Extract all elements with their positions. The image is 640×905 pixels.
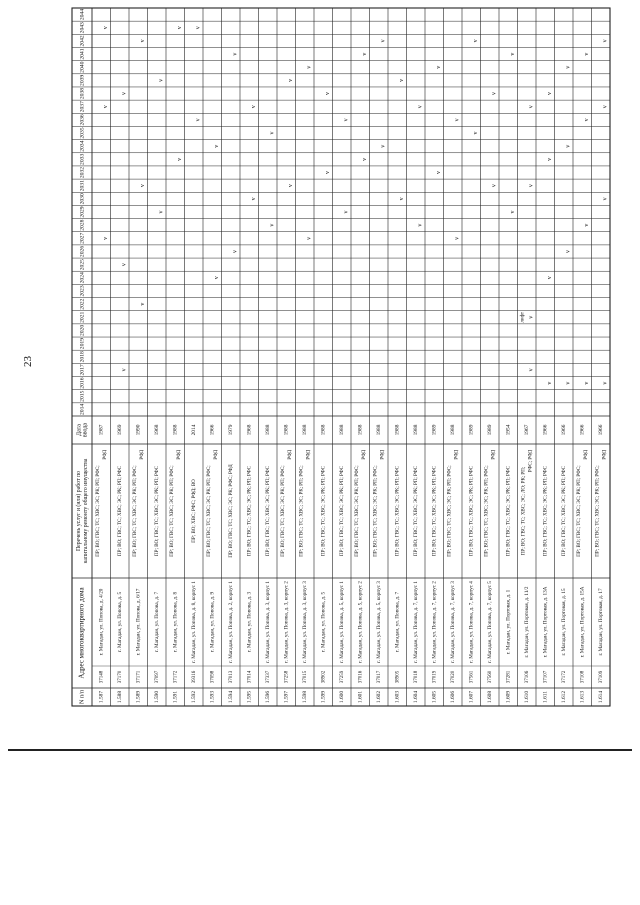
schedule-mark: v (546, 92, 553, 96)
year-label-2043: 2043 (79, 22, 86, 34)
row-services-line1: ПР; ВО; ГВС; ТС; ХВС; ЭС; РК; РП; РФС; (373, 465, 379, 557)
year-label-2030: 2030 (79, 193, 86, 205)
row-address: г. Магадан, ул. Попова, д. 7, корпус 3 (449, 581, 456, 663)
schedule-mark: v (583, 52, 590, 56)
row-num: 1.613 (579, 690, 586, 704)
row-year: 1966 (209, 424, 216, 436)
row-code: 37018 (413, 670, 419, 684)
row-services: ПР; ВО; ГВС; ТС; ХВС; ЭС; РК; РП; РФС (561, 466, 567, 556)
row-num: 1.611 (542, 691, 549, 703)
row-code: 37171 (136, 670, 142, 684)
year-label-2020: 2020 (79, 324, 86, 337)
row-code: 37108 (580, 670, 586, 684)
row-address: г. Магадан, ул. Портовая, д. 15 (560, 588, 567, 656)
row-num: 1.598 (301, 690, 308, 704)
row-services-line2: РФД (306, 450, 312, 460)
year-label-2034: 2034 (79, 140, 86, 152)
row-services: ПР; ВО; ГВС; ТС; ХВС; ЭС; РК; РП; РФС (506, 466, 512, 556)
row-code: 37106 (524, 670, 530, 684)
schedule-mark: v (306, 236, 313, 240)
schedule-mark: v (102, 26, 109, 30)
schedule-mark: v (158, 78, 165, 82)
row-services-line1: ПР; ВО; ГВС; ТС; ХВС; ЭС; РК; РП; РФС; (206, 465, 212, 557)
schedule-mark: v (176, 26, 183, 30)
row-services-line1: ПР; ВО; ГВС; ТС; ХВС; ЭС; РК; РП; РФС; (595, 465, 601, 557)
schedule-mark: v (102, 236, 109, 240)
row-services: ПР; ВО; ГВС; ТС; ХВС; ЭС; РК; РП; РФС (321, 466, 327, 556)
schedule-mark: v (546, 157, 553, 161)
row-year: 1988 (412, 424, 419, 436)
row-services-line1: ПР; ВО; ГВС; ТС; ХВС; ЭС; РК; РП; РФС; (95, 465, 101, 557)
row-code: 37170 (117, 670, 123, 684)
row-services-line2: РФД (454, 450, 460, 460)
schedule-mark: v (509, 210, 516, 214)
row-num: 1.605 (431, 690, 438, 704)
year-label-2033: 2033 (79, 153, 86, 165)
row-num: 1.590 (153, 690, 160, 704)
row-year: 1968 (153, 424, 160, 436)
row-year: 1987 (98, 424, 105, 436)
schedule-mark: v (602, 381, 609, 385)
row-address: г. Магадан, ул. Попова, д. 3, корпус 2 (283, 581, 290, 663)
row-code: 37107 (543, 670, 549, 684)
schedule-mark: v (213, 144, 220, 148)
row-services: ПР; ВО; ГВС; ТС; ХВС; ЭС; РК; РФС; РФД (228, 464, 234, 558)
schedule-mark: v (491, 92, 498, 96)
schedule-mark: v (324, 171, 331, 175)
row-year: 1966 (560, 424, 567, 436)
row-year: 1989 (431, 424, 438, 436)
row-services-line2: РФД (361, 450, 367, 460)
row-services: ПР; ВО; ГВС; ТС; ХВС; ЭС; РК; РП; РФС (117, 466, 123, 556)
schedule-mark: v (528, 184, 535, 188)
row-address: г. Магадан, ул. Попова, д. 7, корпус 4 (468, 581, 475, 663)
row-services-line1: ПР; ВО; ГВС; ТС; ХВС; ЭС; ЛО; РК; РП; (521, 466, 527, 556)
row-code: 37109 (598, 670, 604, 684)
row-code: 37561 (469, 670, 475, 684)
row-num: 1.589 (135, 690, 142, 704)
row-code: 37560 (487, 670, 493, 684)
year-label-2032: 2032 (79, 166, 86, 179)
row-services: ПР; ВО; ГВС; ТС; ХВС; ЭС; РК; РП; РФС (395, 466, 401, 556)
row-num: 1.588 (116, 690, 123, 704)
row-year: 1979 (227, 424, 234, 436)
row-num: 1.607 (468, 690, 475, 704)
schedule-mark: v (343, 118, 350, 122)
row-services: ПР; ВО; ХВС; РФС; РФД; ВО (191, 479, 197, 543)
row-year: 1988 (394, 424, 401, 436)
schedule-mark: v (380, 39, 387, 43)
row-code: 37172 (173, 670, 179, 684)
row-services-line2: РФС; РФД (528, 450, 534, 473)
year-label-2027: 2027 (79, 232, 86, 244)
year-label-2022: 2022 (79, 298, 86, 310)
row-services-line2: РФД (380, 450, 386, 460)
row-address: г. Магадан, ул. Портовая, д. 1 (505, 589, 512, 655)
row-services-line1: ПР; ВО; ГВС; ТС; ХВС; ЭС; РК; РП; РФС; (576, 465, 582, 557)
row-num: 1.600 (338, 690, 345, 704)
year-label-2044: 2044 (79, 8, 86, 21)
row-year: 1966 (579, 424, 586, 436)
schedule-mark: v (417, 105, 424, 109)
row-services-line2: РФД (287, 450, 293, 460)
row-services-line2: РФД (213, 450, 219, 460)
year-label-2016: 2016 (79, 377, 86, 389)
schedule-mark: v (121, 92, 128, 96)
row-services-line1: ПР; ВО; ГВС; ТС; ХВС; ЭС; РК; РП; РФС; (299, 465, 305, 557)
schedule-mark: v (324, 92, 331, 96)
row-code: 39316 (191, 670, 197, 684)
row-year: 1988 (301, 424, 308, 436)
row-services: ПР; ВО; ГВС; ТС; ХВС; ЭС; РК; РП; РФС (543, 466, 549, 556)
year-label-2014: 2014 (79, 403, 86, 416)
year-label-2038: 2038 (79, 87, 86, 100)
row-address: г. Магадан, ул. Попова, д. 9 (209, 591, 216, 653)
row-year: 1990 (135, 424, 142, 436)
row-address: г. Магадан, ул. Попова, д. 2, корпус 1 (227, 581, 234, 663)
row-code: 37014 (247, 670, 253, 684)
row-address: г. Магадан, ул. Попова, д. 7 (394, 591, 401, 653)
year-label-2040: 2040 (79, 61, 86, 73)
row-services-line1: ПР; ВО; ГВС; ТС; ХВС; ЭС; РК; РП; РФС; (354, 465, 360, 557)
row-num: 1.591 (172, 690, 179, 704)
row-num: 1.597 (283, 690, 290, 704)
schedule-mark: v (139, 39, 146, 43)
schedule-mark: v (287, 78, 294, 82)
row-address: г. Магадан, ул. Портовая, д. 13А (542, 586, 549, 658)
year-label-2018: 2018 (79, 351, 86, 363)
row-num: 1.610 (523, 690, 530, 704)
schedule-mark: v (121, 263, 128, 267)
row-services-line2: РФД (139, 450, 145, 460)
schedule-mark: v (602, 197, 609, 201)
schedule-mark: v (213, 276, 220, 280)
schedule-mark: v (102, 105, 109, 109)
row-year: 1967 (523, 424, 530, 436)
row-address: г. Магадан, ул. Попова, д. 5, корпус 1 (338, 581, 345, 663)
row-services: ПР; ВО; ГВС; ТС; ХВС; ЭС; РК; РП; РФС (154, 466, 160, 556)
row-year: 1988 (449, 424, 456, 436)
row-services-line1: ПР; ВО; ГВС; ТС; ХВС; ЭС; РК; РП; РФС; (280, 465, 286, 557)
schedule-mark: v (417, 223, 424, 227)
schedule-mark: v (361, 52, 368, 56)
row-services-line2: РФД (176, 450, 182, 460)
row-services-line2: РФД (583, 450, 589, 460)
schedule-mark: v (250, 197, 257, 201)
schedule-mark: v (306, 65, 313, 69)
row-num: 1.601 (357, 690, 364, 704)
row-year: 1988 (172, 424, 179, 436)
row-services: ПР; ВО; ГВС; ТС; ХВС; ЭС; РК; РП; РФС (469, 466, 475, 556)
rotated-schedule-table (58, 8, 609, 706)
schedule-mark: v (528, 105, 535, 109)
schedule-mark: v (565, 65, 572, 69)
header-year-line2: ввода (82, 422, 89, 438)
row-code: 37259 (339, 670, 345, 684)
row-num: 1.594 (227, 690, 234, 704)
row-address: г. Магадан, ул. Попова, д. 8 (172, 591, 179, 653)
note-lift: лифт (520, 311, 526, 323)
row-address: г. Магадан, ул. Попова, д. 3, корпус 1 (264, 581, 271, 663)
row-num: 1.595 (246, 690, 253, 704)
schedule-mark: v (176, 157, 183, 161)
row-address: г. Магадан, ул. Попова, д. 6/17 (135, 588, 142, 656)
row-num: 1.599 (320, 690, 327, 704)
row-services: ПР; ВО; ГВС; ТС; ХВС; ЭС; РК; РП; РФС (432, 466, 438, 556)
schedule-mark: v (398, 197, 405, 201)
row-address: г. Магадан, ул. Попова, д. 7, корпус 1 (412, 581, 419, 663)
row-num: 1.608 (486, 690, 493, 704)
row-code: 37281 (506, 670, 512, 684)
row-num: 1.603 (394, 690, 401, 704)
year-label-2042: 2042 (79, 35, 86, 47)
row-services: ПР; ВО; ГВС; ТС; ХВС; ЭС; РК; РП; РФС (413, 466, 419, 556)
row-address: г. Магадан, ул. Попова, д. 5 (116, 591, 123, 653)
schedule-mark: v (472, 39, 479, 43)
row-num: 1.609 (505, 690, 512, 704)
schedule-mark: v (454, 236, 461, 240)
row-address: г. Магадан, ул. Портовая, д. 11/2 (523, 586, 530, 658)
year-label-2024: 2024 (79, 272, 86, 284)
row-code: 37258 (284, 670, 290, 684)
row-address: г. Магадан, ул. Попова, д. 4/20 (98, 588, 105, 656)
row-year: 1969 (116, 424, 123, 436)
row-code: 37148 (99, 670, 105, 684)
row-code: 37016 (358, 670, 364, 684)
year-label-2036: 2036 (79, 114, 86, 126)
schedule-mark: v (121, 368, 128, 372)
row-num: 1.596 (264, 690, 271, 704)
row-num: 1.604 (412, 690, 419, 704)
row-year: 1966 (597, 424, 604, 436)
row-services-line1: ПР; ВО; ГВС; ТС; ХВС; ЭС; РК; РП; РФС; (447, 465, 453, 557)
year-label-2023: 2023 (79, 285, 86, 297)
row-address: г. Магадан, ул. Портовая, д. 17 (597, 588, 604, 656)
row-year: 1966 (542, 424, 549, 436)
schedule-mark: v (269, 223, 276, 227)
row-address: г. Магадан, ул. Попова, д. 3, корпус 3 (301, 581, 308, 663)
schedule-mark: v (454, 118, 461, 122)
schedule-mark: v (509, 52, 516, 56)
row-address: г. Магадан, ул. Попова, д. 7 (153, 591, 160, 653)
year-label-2029: 2029 (79, 206, 86, 218)
year-label-2035: 2035 (79, 127, 86, 139)
schedule-mark: v (269, 131, 276, 135)
schedule-mark: v (583, 118, 590, 122)
row-code: 38902 (321, 670, 327, 684)
row-year: 1988 (375, 424, 382, 436)
schedule-mark: v (565, 144, 572, 148)
row-code: 37017 (376, 670, 382, 684)
schedule-mark: v (139, 302, 146, 306)
header-services-line2: капитальному ремонту общего имущества (82, 458, 89, 564)
year-label-2031: 2031 (79, 180, 86, 192)
row-code: 37020 (450, 670, 456, 684)
row-year: 1988 (264, 424, 271, 436)
row-year: 1989 (468, 424, 475, 436)
row-year: 1988 (357, 424, 364, 436)
row-address: г. Магадан, ул. Попова, д. 8, корпус 1 (190, 581, 197, 663)
year-label-2028: 2028 (79, 219, 86, 231)
row-year: 1988 (338, 424, 345, 436)
row-services-line1: ПР; ВО; ГВС; ТС; ХВС; ЭС; РК; РП; РФС; (484, 465, 490, 557)
schedule-mark: v (250, 105, 257, 109)
row-address: г. Магадан, ул. Попова, д. 3 (246, 591, 253, 653)
schedule-mark: v (195, 118, 202, 122)
row-num: 1.602 (375, 690, 382, 704)
schedule-mark: v (287, 184, 294, 188)
year-label-2037: 2037 (79, 101, 86, 113)
row-services-line1: ПР; ВО; ГВС; ТС; ХВС; ЭС; РК; РП; РФС; (169, 465, 175, 557)
header-year-line1: Дата (76, 424, 83, 436)
year-label-2015: 2015 (79, 390, 86, 402)
header-num: N п/п (79, 690, 86, 704)
schedule-mark: v (583, 223, 590, 227)
schedule-mark: v (435, 171, 442, 175)
year-label-2026: 2026 (79, 245, 86, 258)
schedule-mark: v (565, 381, 572, 385)
schedule-mark: v (546, 381, 553, 385)
row-services: ПР; ВО; ГВС; ТС; ХВС; ЭС; РК; РП; РФС (265, 466, 271, 556)
year-label-2025: 2025 (79, 259, 86, 271)
schedule-mark: v (602, 39, 609, 43)
row-services: ПР; ВО; ГВС; ТС; ХВС; ЭС; РК; РП; РФС (247, 466, 253, 556)
schedule-mark: v (343, 210, 350, 214)
schedule-mark: v (398, 78, 405, 82)
row-services-line2: РФД (602, 450, 608, 460)
schedule-mark: v (602, 105, 609, 109)
row-code: 37172 (561, 670, 567, 684)
row-year: 1989 (486, 424, 493, 436)
year-label-2019: 2019 (79, 338, 86, 350)
schedule-mark: v (232, 52, 239, 56)
schedule-mark: v (565, 249, 572, 253)
header-address: Адрес многоквартирного дома (77, 587, 86, 679)
row-year: 1954 (505, 424, 512, 436)
row-address: г. Магадан, ул. Попова, д. 5, корпус 2 (357, 581, 364, 663)
schedule-mark: v (158, 210, 165, 214)
schedule-mark: v (380, 144, 387, 148)
row-services: ПР; ВО; ГВС; ТС; ХВС; ЭС; РК; РП; РФС (339, 466, 345, 556)
row-num: 1.614 (597, 690, 604, 704)
year-label-2039: 2039 (79, 74, 86, 86)
year-label-2041: 2041 (79, 48, 86, 60)
schedule-mark: v (139, 184, 146, 188)
row-code: 37337 (265, 670, 271, 684)
schedule-mark: v (232, 249, 239, 253)
row-address: г. Магадан, ул. Попова, д. 7, корпус 2 (431, 581, 438, 663)
header-services-line1: Перечень услуг и (или) работ по (75, 470, 82, 552)
year-label-2017: 2017 (79, 364, 86, 376)
schedule-mark: v (583, 381, 590, 385)
schedule-mark: v (361, 157, 368, 161)
page-number: 23 (22, 356, 34, 367)
row-services-line2: РФД (491, 450, 497, 460)
footer-rule (8, 749, 632, 751)
schedule-grid (58, 8, 609, 706)
row-num: 1.612 (560, 690, 567, 704)
schedule-mark: v (528, 315, 535, 319)
row-num: 1.593 (209, 690, 216, 704)
schedule-mark: v (195, 26, 202, 30)
row-code: 37015 (302, 670, 308, 684)
row-year: 1968 (246, 424, 253, 436)
row-address: г. Магадан, ул. Попова, д. 5 (320, 591, 327, 653)
row-code: 37097 (154, 670, 160, 684)
row-services-line1: ПР; ВО; ГВС; ТС; ХВС; ЭС; РК; РП; РФС; (132, 465, 138, 557)
row-year: 1988 (320, 424, 327, 436)
row-num: 1.606 (449, 690, 456, 704)
row-code: 37019 (432, 670, 438, 684)
schedule-mark: v (546, 276, 553, 280)
schedule-mark: v (435, 65, 442, 69)
row-address: г. Магадан, ул. Попова, д. 5, корпус 3 (375, 581, 382, 663)
schedule-mark: v (528, 368, 535, 372)
year-label-2021: 2021 (79, 311, 86, 323)
row-code: 37013 (228, 670, 234, 684)
schedule-mark: v (472, 131, 479, 135)
row-num: 1.592 (190, 690, 197, 704)
row-address: г. Магадан, ул. Попова, д. 7, корпус 5 (486, 581, 493, 663)
row-year: 2014 (190, 424, 197, 436)
row-num: 1.587 (98, 690, 105, 704)
row-address: г. Магадан, ул. Портовая, д. 15А (579, 586, 586, 658)
row-year: 1988 (283, 424, 290, 436)
row-code: 38905 (395, 670, 401, 684)
row-code: 37098 (210, 670, 216, 684)
schedule-mark: v (491, 184, 498, 188)
row-services-line2: РФД (102, 450, 108, 460)
